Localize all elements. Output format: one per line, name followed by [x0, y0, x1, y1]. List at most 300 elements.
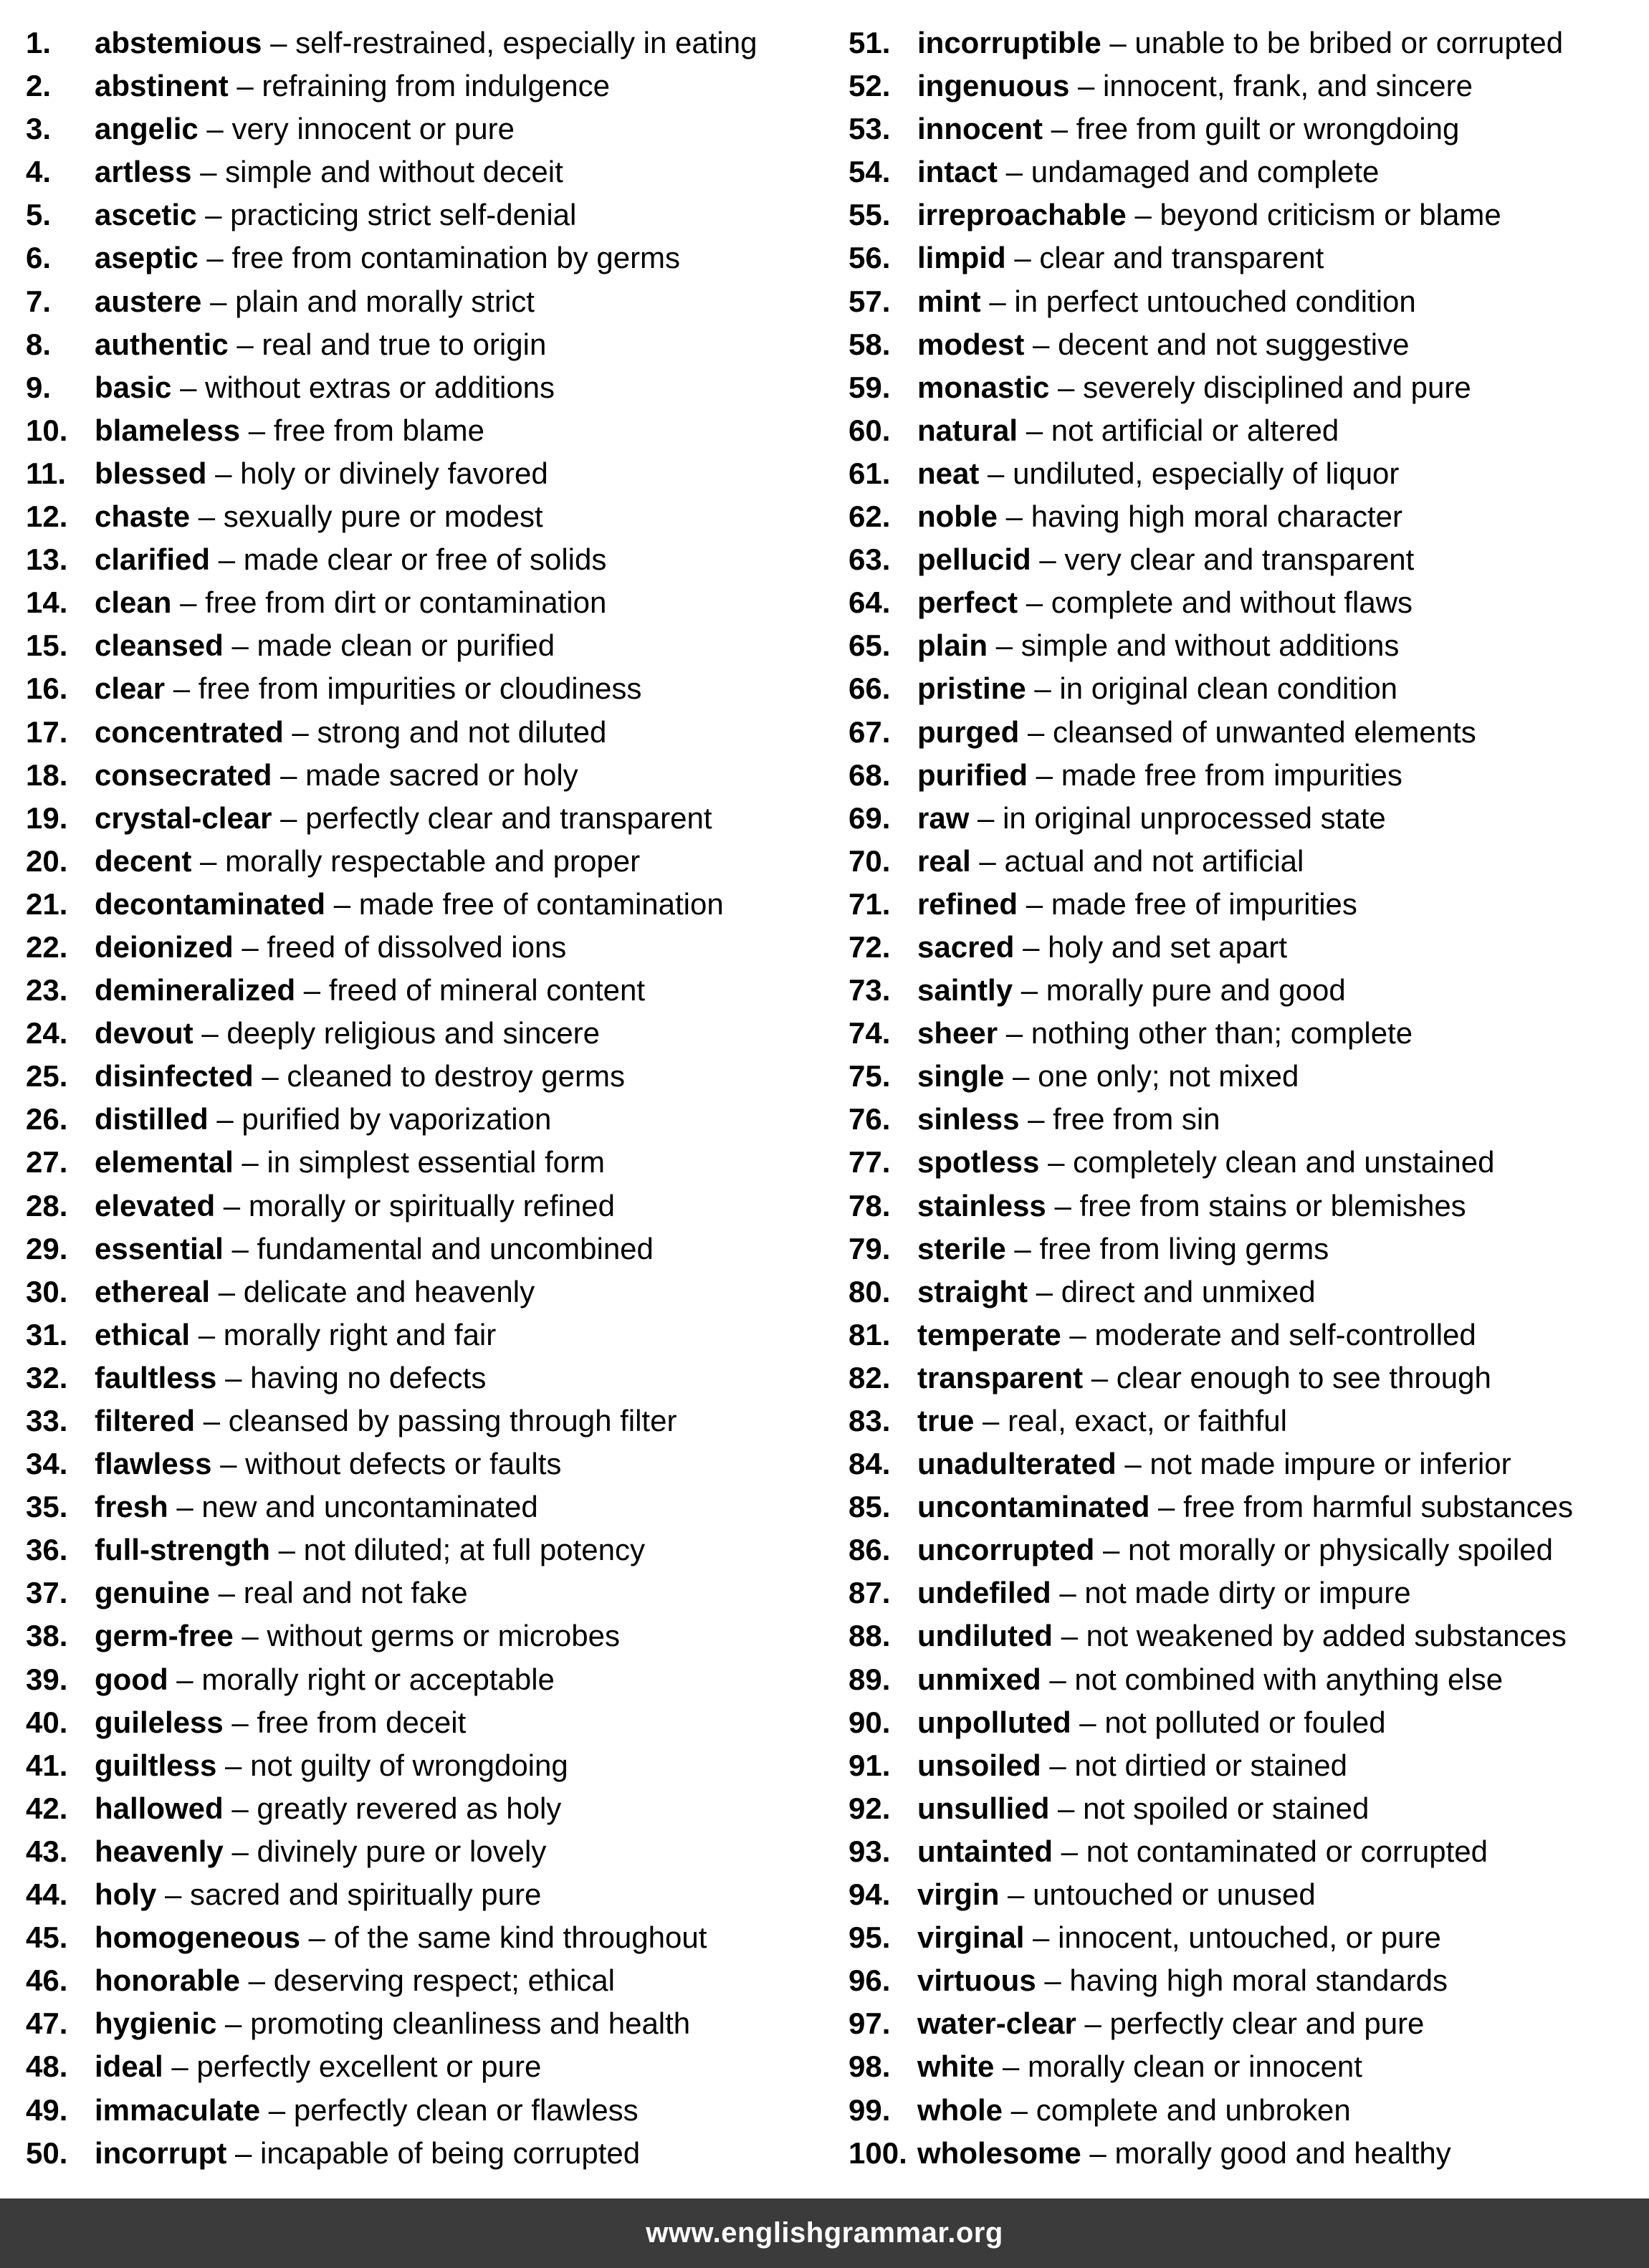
entry-text	[95, 624, 555, 667]
entry-word: mint	[917, 284, 981, 318]
entry-text	[95, 1141, 605, 1184]
entry-separator: –	[1036, 1963, 1070, 1998]
entry-word: undiluted	[917, 1619, 1053, 1653]
entry-text	[917, 667, 1397, 710]
entry-separator: –	[262, 26, 296, 59]
entry-number: 15.	[26, 628, 68, 663]
entry-number: 22.	[26, 929, 68, 964]
entry-text	[95, 323, 546, 366]
entry-text	[95, 1528, 645, 1571]
list-item	[26, 840, 836, 883]
list-item	[849, 409, 1649, 452]
list-item	[849, 1357, 1649, 1399]
entry-definition: self-restrained, especially in eating	[295, 26, 757, 59]
entry-number: 83.	[849, 1404, 891, 1437]
entry-definition: free from guilt or wrongdoing	[1076, 112, 1460, 146]
entry-text	[95, 2045, 541, 2088]
entry-number: 89.	[849, 1662, 891, 1696]
entry-text	[95, 236, 680, 279]
entry-definition: deeply religious and sincere	[226, 1016, 601, 1051]
entry-number: 53.	[849, 112, 891, 146]
entry-word: unadulterated	[917, 1447, 1117, 1481]
entry-separator: –	[223, 1791, 257, 1825]
entry-number: 78.	[849, 1188, 891, 1222]
list-item	[26, 1228, 836, 1271]
entry-text	[917, 495, 1402, 538]
entry-number: 42.	[26, 1791, 68, 1825]
entry-word: decontaminated	[95, 886, 326, 921]
entry-definition: very clear and transparent	[1064, 542, 1415, 577]
entry-text	[95, 1571, 468, 1614]
entry-text	[917, 840, 1304, 883]
entry-number: 43.	[26, 1834, 68, 1868]
entry-separator: –	[1041, 1662, 1075, 1696]
entry-number: 49.	[26, 2092, 68, 2127]
entry-separator: –	[223, 1834, 257, 1868]
entry-separator: –	[1149, 1490, 1184, 1524]
entry-text	[917, 1185, 1466, 1228]
entry-definition: morally right or acceptable	[201, 1662, 555, 1696]
entry-word: blameless	[95, 413, 241, 447]
entry-separator: –	[228, 327, 262, 361]
entry-word: faultless	[95, 1360, 217, 1394]
entry-number: 18.	[26, 757, 68, 792]
entry-word: monastic	[917, 370, 1050, 404]
entry-word: genuine	[95, 1576, 211, 1610]
entry-separator: –	[1024, 327, 1058, 361]
entry-text	[917, 1959, 1448, 2002]
entry-number: 97.	[849, 2006, 891, 2041]
entry-number: 40.	[26, 1705, 68, 1739]
entry-text	[917, 883, 1357, 926]
entry-text	[917, 323, 1409, 366]
list-item	[849, 1185, 1649, 1228]
entry-text	[95, 1399, 677, 1442]
entry-number: 59.	[849, 370, 891, 404]
entry-separator: –	[163, 2049, 197, 2084]
list-item	[849, 107, 1649, 150]
entry-word: abstemious	[95, 26, 262, 59]
entry-number: 31.	[26, 1317, 68, 1351]
footer-bar	[0, 2198, 1649, 2268]
entry-separator: –	[198, 241, 232, 275]
entry-separator: –	[1061, 1317, 1095, 1351]
entry-word: flawless	[95, 1447, 212, 1481]
entry-word: authentic	[95, 327, 229, 361]
entry-definition: made clean or purified	[257, 628, 555, 663]
entry-number: 92.	[849, 1791, 891, 1825]
entry-separator: –	[969, 800, 1003, 835]
entry-word: abstinent	[95, 69, 229, 103]
list-item	[849, 2045, 1649, 2088]
entry-text	[917, 1442, 1511, 1485]
list-item	[849, 1314, 1649, 1357]
entry-word: ideal	[95, 2049, 163, 2084]
entry-text	[917, 1055, 1299, 1098]
entry-word: noble	[917, 499, 998, 534]
entry-number: 12.	[26, 499, 68, 534]
list-item	[26, 1055, 836, 1098]
list-item	[849, 1271, 1649, 1314]
entry-number: 57.	[849, 284, 891, 318]
entry-number: 6.	[26, 241, 52, 275]
entry-number: 39.	[26, 1662, 68, 1696]
entry-text	[917, 366, 1471, 409]
entry-separator: –	[1028, 1274, 1061, 1308]
entry-separator: –	[215, 1188, 249, 1222]
entry-separator: –	[1019, 714, 1053, 749]
entry-word: sheer	[917, 1016, 998, 1051]
entry-word: uncorrupted	[917, 1533, 1095, 1567]
entry-separator: –	[196, 198, 231, 232]
list-item	[26, 366, 836, 409]
entry-text	[917, 538, 1414, 581]
entry-word: austere	[95, 284, 202, 318]
entry-word: white	[917, 2049, 995, 2084]
entry-number: 86.	[849, 1533, 891, 1567]
entry-number: 80.	[849, 1274, 891, 1308]
entry-text	[917, 2132, 1451, 2175]
entry-separator: –	[253, 1059, 287, 1094]
entry-number: 98.	[849, 2049, 891, 2084]
entry-definition: free from stains or blemishes	[1079, 1188, 1466, 1222]
list-item	[849, 323, 1649, 366]
entry-word: cleansed	[95, 628, 224, 663]
list-item	[26, 2045, 836, 2088]
entry-definition: not morally or physically spoiled	[1128, 1533, 1553, 1567]
list-item	[26, 711, 836, 754]
entry-definition: in perfect untouched condition	[1014, 284, 1416, 318]
list-item	[849, 280, 1649, 323]
entry-text	[95, 1701, 466, 1744]
entry-number: 17.	[26, 714, 68, 749]
entry-word: honorable	[95, 1963, 241, 1998]
list-item	[26, 1012, 836, 1055]
list-item	[849, 1787, 1649, 1830]
entry-text	[95, 150, 563, 193]
entry-word: chaste	[95, 499, 191, 534]
entry-word: modest	[917, 327, 1025, 361]
entry-word: unsullied	[917, 1791, 1050, 1825]
entry-text	[917, 1314, 1476, 1357]
entry-text	[95, 840, 640, 883]
entry-text	[917, 1830, 1488, 1873]
entry-word: elevated	[95, 1188, 216, 1222]
list-item	[849, 624, 1649, 667]
entry-word: distilled	[95, 1102, 209, 1137]
entry-separator: –	[970, 843, 1005, 878]
entry-definition: cleaned to destroy germs	[287, 1059, 625, 1094]
entry-separator: –	[190, 1317, 224, 1351]
entry-word: neat	[917, 456, 980, 490]
entry-text	[917, 1614, 1567, 1657]
entry-definition: not contaminated or corrupted	[1086, 1834, 1488, 1868]
entry-definition: not made impure or inferior	[1149, 1447, 1511, 1481]
entry-number: 62.	[849, 499, 891, 534]
entry-separator: –	[216, 1748, 251, 1782]
entry-word: clear	[95, 671, 166, 706]
entry-text	[917, 193, 1501, 236]
entry-number: 74.	[849, 1016, 891, 1051]
entry-definition: of the same kind throughout	[333, 1920, 707, 1955]
entry-definition: without extras or additions	[205, 370, 555, 404]
list-item	[26, 1787, 836, 1830]
entry-definition: moderate and self-controlled	[1094, 1317, 1476, 1351]
entry-number: 13.	[26, 542, 68, 577]
entry-definition: incapable of being corrupted	[260, 2135, 641, 2170]
entry-definition: not spoiled or stained	[1083, 1791, 1370, 1825]
entry-word: demineralized	[95, 973, 296, 1008]
entry-word: sterile	[917, 1231, 1006, 1265]
entry-word: filtered	[95, 1404, 196, 1437]
entry-definition: free from deceit	[257, 1705, 467, 1739]
list-item	[26, 495, 836, 538]
list-item	[849, 1055, 1649, 1098]
entry-number: 58.	[849, 327, 891, 361]
entry-word: untainted	[917, 1834, 1053, 1868]
entry-separator: –	[1018, 585, 1051, 620]
entry-word: stainless	[917, 1188, 1046, 1222]
entry-word: fresh	[95, 1490, 168, 1524]
list-item	[26, 969, 836, 1012]
entry-separator: –	[1071, 1705, 1105, 1739]
entry-definition: not artificial or altered	[1051, 413, 1339, 447]
list-item	[26, 107, 836, 150]
entry-definition: sexually pure or modest	[223, 499, 543, 534]
entry-separator: –	[980, 284, 1015, 318]
list-item	[26, 1528, 836, 1571]
entry-number: 9.	[26, 370, 52, 404]
entry-text	[95, 1357, 486, 1399]
entry-number: 68.	[849, 757, 891, 792]
entry-text	[917, 1528, 1553, 1571]
entry-word: unpolluted	[917, 1705, 1071, 1739]
entry-separator: –	[1031, 542, 1065, 577]
entry-number: 69.	[849, 800, 891, 835]
entry-number: 14.	[26, 585, 68, 620]
list-item	[849, 1098, 1649, 1141]
entry-text	[95, 2089, 639, 2132]
entry-number: 11.	[26, 456, 67, 490]
entry-definition: unable to be bribed or corrupted	[1134, 26, 1564, 59]
entry-definition: made free from impurities	[1061, 757, 1402, 792]
list-item	[849, 883, 1649, 926]
list-item	[26, 452, 836, 495]
entry-number: 87.	[849, 1576, 891, 1610]
entry-word: ascetic	[95, 198, 197, 232]
entry-text	[95, 1098, 551, 1141]
list-item	[26, 1141, 836, 1184]
entry-separator: –	[998, 499, 1031, 534]
entry-word: raw	[917, 800, 970, 835]
entry-text	[95, 667, 641, 710]
entry-word: disinfected	[95, 1059, 254, 1094]
entry-number: 82.	[849, 1360, 891, 1394]
entry-number: 72.	[849, 929, 891, 964]
entry-definition: free from sin	[1053, 1102, 1220, 1137]
entry-separator: –	[190, 499, 224, 534]
footer-url[interactable]: www.englishgrammar.org	[646, 2217, 1003, 2249]
entry-separator: –	[210, 1274, 244, 1308]
entry-definition: without germs or microbes	[267, 1619, 620, 1653]
entry-separator: –	[233, 1145, 267, 1180]
entry-word: innocent	[917, 112, 1043, 146]
entry-word: holy	[95, 1877, 157, 1912]
entry-separator: –	[1051, 1576, 1085, 1610]
entry-separator: –	[283, 714, 317, 749]
entry-word: whole	[917, 2092, 1003, 2127]
entry-separator: –	[1028, 757, 1061, 792]
entry-definition: having no defects	[250, 1360, 487, 1394]
list-item	[849, 797, 1649, 840]
entry-number: 73.	[849, 973, 891, 1008]
entry-definition: freed of mineral content	[328, 973, 646, 1008]
entry-text	[95, 1228, 654, 1271]
entry-word: single	[917, 1059, 1005, 1094]
list-item	[849, 236, 1649, 279]
entry-word: uncontaminated	[917, 1490, 1150, 1524]
entry-number: 66.	[849, 671, 891, 706]
entry-text	[917, 2089, 1351, 2132]
entry-number: 51.	[849, 26, 891, 59]
entry-text	[917, 1271, 1316, 1314]
entry-text	[95, 926, 566, 969]
entry-word: guileless	[95, 1705, 224, 1739]
list-item	[849, 1744, 1649, 1787]
list-item	[849, 1141, 1649, 1184]
entry-definition: made clear or free of solids	[243, 542, 607, 577]
entry-definition: new and uncontaminated	[201, 1490, 538, 1524]
entry-text	[95, 1442, 561, 1485]
entry-separator: –	[198, 112, 232, 146]
entry-separator: –	[206, 456, 241, 490]
entry-text	[95, 366, 555, 409]
entry-number: 28.	[26, 1188, 68, 1222]
entry-word: refined	[917, 886, 1018, 921]
entry-text	[95, 495, 543, 538]
entry-separator: –	[191, 843, 226, 878]
entry-text	[917, 1141, 1495, 1184]
entry-word: virtuous	[917, 1963, 1036, 1998]
entry-number: 30.	[26, 1274, 68, 1308]
entry-word: straight	[917, 1274, 1028, 1308]
entry-number: 96.	[849, 1963, 891, 1998]
entry-definition: severely disciplined and pure	[1083, 370, 1471, 404]
entry-number: 90.	[849, 1705, 891, 1739]
entry-text	[95, 1055, 625, 1098]
entry-word: blessed	[95, 456, 207, 490]
entry-separator: –	[201, 284, 236, 318]
entry-word: incorruptible	[917, 26, 1101, 59]
entry-separator: –	[272, 800, 306, 835]
list-item	[26, 2002, 836, 2045]
entry-word: perfect	[917, 585, 1018, 620]
list-item	[849, 193, 1649, 236]
entry-word: true	[917, 1404, 975, 1437]
entry-number: 35.	[26, 1490, 68, 1524]
list-item	[849, 1228, 1649, 1271]
list-item	[26, 667, 836, 710]
entry-text	[917, 280, 1416, 323]
list-item	[26, 1959, 836, 2002]
entry-definition: holy and set apart	[1048, 929, 1288, 964]
list-item	[849, 1528, 1649, 1571]
entry-word: temperate	[917, 1317, 1061, 1351]
entry-definition: fundamental and uncombined	[257, 1231, 654, 1265]
entry-word: full-strength	[95, 1533, 270, 1567]
entry-definition: not polluted or fouled	[1104, 1705, 1386, 1739]
entry-definition: real, exact, or faithful	[1008, 1404, 1287, 1437]
list-item	[26, 797, 836, 840]
entry-word: real	[917, 843, 971, 878]
entry-number: 61.	[849, 456, 891, 490]
entry-number: 67.	[849, 714, 891, 749]
entry-separator: –	[223, 1231, 257, 1265]
entry-number: 94.	[849, 1877, 891, 1912]
entry-definition: simple and without additions	[1021, 628, 1400, 663]
entry-separator: –	[1081, 2135, 1115, 2170]
entry-text	[95, 969, 645, 1012]
list-item	[26, 280, 836, 323]
entry-definition: undamaged and complete	[1031, 155, 1380, 189]
entry-text	[917, 1098, 1220, 1141]
entry-separator: –	[988, 628, 1021, 663]
entry-word: incorrupt	[95, 2135, 227, 2170]
list-item	[849, 1614, 1649, 1657]
list-item	[849, 366, 1649, 409]
entry-separator: –	[1052, 1619, 1086, 1653]
entry-separator: –	[998, 155, 1031, 189]
entry-definition: holy or divinely favored	[240, 456, 548, 490]
entry-definition: perfectly clear and transparent	[305, 800, 712, 835]
entry-word: wholesome	[917, 2135, 1081, 2170]
entry-definition: one only; not mixed	[1038, 1059, 1299, 1094]
entry-separator: –	[974, 1404, 1008, 1437]
entry-separator: –	[1083, 1360, 1117, 1394]
entry-text	[95, 1614, 620, 1657]
entry-definition: practicing strict self-denial	[230, 198, 577, 232]
entry-definition: innocent, untouched, or pure	[1058, 1920, 1441, 1955]
entry-text	[917, 1571, 1411, 1614]
entry-definition: refraining from indulgence	[262, 69, 610, 103]
entry-definition: cleansed by passing through filter	[228, 1404, 677, 1437]
entry-separator: –	[216, 1360, 251, 1394]
entry-text	[917, 1701, 1386, 1744]
list-item	[849, 64, 1649, 107]
entry-word: elemental	[95, 1145, 234, 1180]
entry-separator: –	[171, 585, 206, 620]
entry-number: 46.	[26, 1963, 68, 1998]
entry-word: homogeneous	[95, 1920, 301, 1955]
list-item	[26, 1357, 836, 1399]
entry-word: artless	[95, 155, 192, 189]
entry-text	[917, 150, 1379, 193]
entry-number: 8.	[26, 327, 52, 361]
entry-definition: nothing other than; complete	[1031, 1016, 1413, 1051]
entry-separator: –	[1018, 413, 1051, 447]
list-item	[26, 1314, 836, 1357]
entry-number: 34.	[26, 1447, 68, 1481]
entry-separator: –	[1041, 1748, 1075, 1782]
entry-text	[917, 236, 1324, 279]
entry-definition: undiluted, especially of liquor	[1013, 456, 1400, 490]
list-item	[849, 926, 1649, 969]
entry-number: 10.	[26, 413, 68, 447]
entry-number: 19.	[26, 800, 68, 835]
entry-number: 5.	[26, 198, 52, 232]
entry-separator: –	[1043, 112, 1076, 146]
entry-text	[95, 538, 606, 581]
